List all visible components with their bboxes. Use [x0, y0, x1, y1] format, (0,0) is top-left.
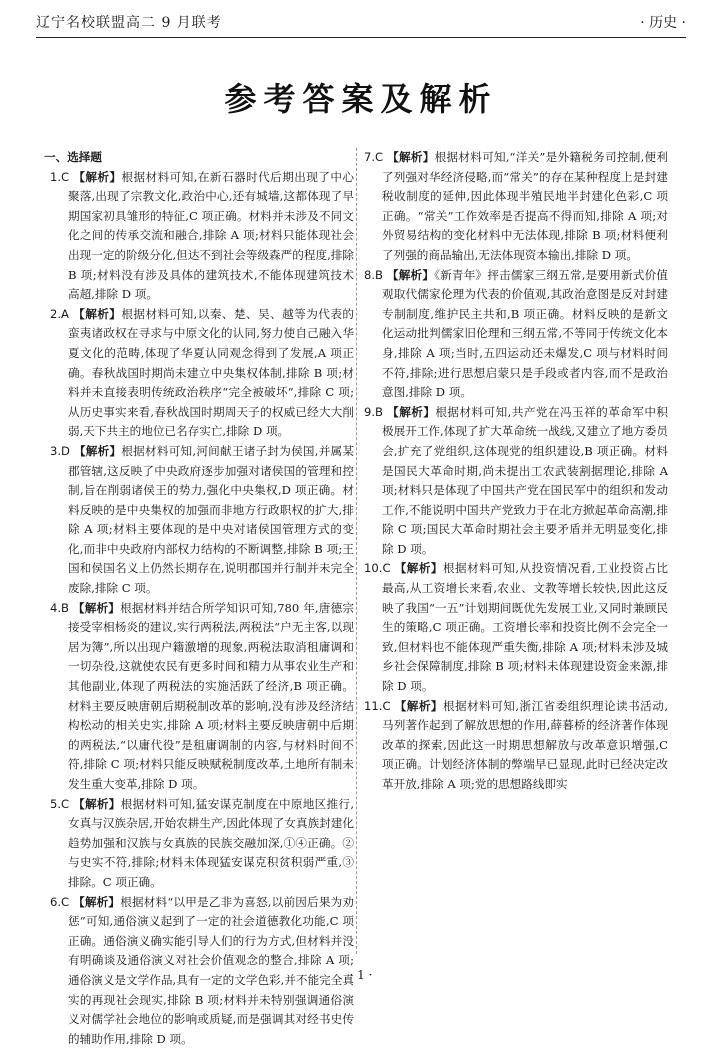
answer-number: 10.C	[364, 561, 391, 576]
answer-text: 根据材料可知,共产党在冯玉祥的革命军中积极展开工作,体现了扩大革命统一战线,又建立了地方委员会,扩充了党组织,这体现党的组织建设,B 项正确。材料是国民大革命时期,尚未提出工农武装割据理论,排除 A 项;材料只是体现了中国共产党在国民军中的组织和发动工作,不能说明中国共产党致力于在北方掀起革命高潮,排除 C 项;国民大革命时期社会主要矛盾并无明显变化,排除 D 项。	[382, 404, 669, 556]
answer-item-5	[50, 795, 354, 893]
analysis-tag: 【解析】	[73, 796, 121, 811]
answer-item-8	[364, 266, 668, 403]
section-heading: 一、选择题	[44, 150, 102, 164]
answer-number: 1.C	[50, 169, 70, 184]
answer-item-1	[50, 168, 354, 305]
page-header	[36, 8, 686, 38]
answer-number: 8.B	[364, 267, 384, 282]
page-title: 参考答案及解析	[224, 80, 498, 118]
answer-text: 根据材料并结合所学知识可知,780 年,唐德宗接受宰相杨炎的建议,实行两税法,两税法“户无主客,以现居为簿”,所以出现户籍激增的现象,两税法取消租庸调和一切杂役,这就使农民有更多时间和精力从事农业生产和其他副业,体现了两税法的实施活跃了经济,B 项正确。材料主要反映唐朝后期税制改革的影响,没有涉及经济结构松动的相关史实,排除 A 项;材料主要反映唐朝中后期的两税法,“以庸代役”是租庸调制的内容,与材料时间不符,排除 C 项;材料只能反映赋税制度改革,土地所有制未发生重大变革,排除 D 项。	[68, 600, 354, 791]
answer-item-3	[50, 442, 354, 599]
answer-number: 4.B	[50, 600, 70, 615]
answer-item-9	[364, 403, 668, 560]
analysis-tag: 【解析】	[386, 267, 435, 282]
answer-text: 根据材料可知,河间献王诸子封为侯国,并属某郡管辖,这反映了中央政府逐步加强对诸侯国的管理和控制,旨在削弱诸侯王的势力,强化中央集权,D 项正确。材料反映的是中央集权的加强而非地方行政职权的扩大,排除 A 项;材料主要体现的是中央对诸侯国管理方式的变化,而非中央政府内部权力结构的不断调整,排除 B 项;王国和侯国名义上仍然长期存在,说明郡国并行制并未完全废除,排除 C 项。	[68, 443, 354, 596]
answer-text: 根据材料“以甲是乙非为喜怒,以前因后果为劝惩”可知,通俗演义起到了一定的社会道德教化功能,C 项正确。通俗演义确实能引导人们的行为方式,但材料并没有明确谈及通俗演义对社会价值观念的整合,排除 A 项;通俗演义是文学作品,具有一定的文学色彩,并不能完全真实的再现社会现实,排除 B 项;材料并未特别强调通俗演义对儒学社会地位的影响或质疑,而是强调其对经书史传的辅助作用,排除 D 项。	[68, 894, 354, 1046]
answer-text: 根据材料可知,在新石器时代后期出现了中心聚落,出现了宗教文化,政治中心,还有城墙,这都体现了早期国家初具雏形的特征,C 项正确。材料并未涉及不同文化之间的传承交流和融合,排除 A 项;材料只能体现社会出现一定的阶级分化,但达不到社会等级森严的程度,排除 B 项;材料没有涉及具体的建筑技术,不能体现建筑技术高超,排除 D 项。	[68, 169, 355, 302]
answer-item-4	[50, 599, 354, 795]
answer-number: 3.D	[50, 443, 70, 458]
answer-text: 根据材料可知,以秦、楚、吴、越等为代表的蛮夷诸政权在寻求与中原文化的认同,努力使自己融入华夏文化的范畴,体现了华夏认同观念得到了发展,A 项正确。春秋战国时期尚未建立中央集权体制,排除 B 项;材料并未直接表明传统政治秩序“完全被破坏”,排除 C 项;从历史事实来看,春秋战国时期周天子的权威已经大大削弱,天下共主的地位已名存实亡,排除 D 项。	[68, 306, 354, 439]
left-column	[44, 148, 355, 1049]
answer-number: 7.C	[364, 150, 384, 164]
page-number: · 1 ·	[349, 968, 373, 982]
analysis-tag: 【解析】	[72, 600, 121, 615]
analysis-tag: 【解析】	[73, 169, 122, 184]
analysis-tag: 【解析】	[73, 443, 122, 458]
answer-item-10	[364, 559, 668, 696]
analysis-tag: 【解析】	[73, 894, 121, 909]
answer-number: 6.C	[50, 894, 70, 909]
column-divider	[356, 148, 357, 954]
analysis-tag: 【解析】	[394, 561, 443, 576]
answer-text: 根据材料可知,从投资情况看,工业投资占比最高,从工资增长来看,农业、文教等增长较快,因此这反映了我国“一五”计划期间既优先发展工业,又同时兼顾民生的策略,C 项正确。工资增长率和投资比例不会完全一致,但材料也不能体现严重失衡,排除 A 项;材料未涉及城乡社会保障制度,排除 B 项;材料未体现建设资金来源,排除 D 项。	[382, 561, 668, 694]
answer-text: 根据材料可知,“洋关”是外籍税务司控制,便利了列强对华经济侵略,而“常关”的存在某种程度上是封建税收制度的延伸,因此体现半殖民地半封建化色彩,C 项正确。“常关”工作效率是否提高不得而知,排除 A 项;对外贸易结构的变化材料中无法体现,排除 B 项;材料便利了列强的商品输出,无法体现资本输出,排除 D 项。	[382, 150, 668, 262]
answer-text: 根据材料可知,浙江省委组织理论读书活动,马列著作起到了解放思想的作用,薛暮桥的经济著作体现改革的探索,因此这一时期思想解放与改革意识增强,C 项正确。计划经济体制的弊端早已显现,此时已经决定改革开放,排除 A 项;党的思想路线即实	[382, 698, 668, 791]
answer-number: 11.C	[364, 698, 391, 713]
answer-item-2	[50, 305, 354, 442]
analysis-tag: 【解析】	[387, 404, 436, 419]
subject-label: · 历史 ·	[640, 15, 686, 31]
analysis-tag: 【解析】	[73, 306, 122, 321]
answer-number: 5.C	[50, 796, 70, 811]
answer-number: 2.A	[50, 306, 69, 321]
exam-name: 辽宁名校联盟高二 9 月联考	[36, 15, 222, 31]
right-column	[364, 148, 668, 795]
answer-text: 《新青年》抨击儒家三纲五常,是要用新式价值观取代儒家伦理为代表的价值观,其政治意图是反对封建专制制度,维护民主共和,B 项正确。材料反映的是新文化运动批判儒家旧伦理和三纲五常,不等同于传统文化本身,排除 A 项;当时,五四运动还未爆发,C 项与材料时间不符,排除;进行思想启蒙只是手段或者内容,而不是政治意图,排除 D 项。	[382, 267, 668, 400]
analysis-tag: 【解析】	[387, 150, 435, 164]
answer-item-11	[364, 697, 668, 795]
answer-text: 根据材料可知,猛安谋克制度在中原地区推行,女真与汉族杂居,开始农耕生产,因此体现了女真族封建化趋势加强和汉族与女真族的民族交融加深,①④正确。②与史实不符,排除;材料未体现猛安谋克积贫积弱严重,③排除。C 项正确。	[68, 796, 355, 889]
answer-item-7	[364, 148, 668, 266]
answer-number: 9.B	[364, 404, 384, 419]
analysis-tag: 【解析】	[394, 698, 443, 713]
